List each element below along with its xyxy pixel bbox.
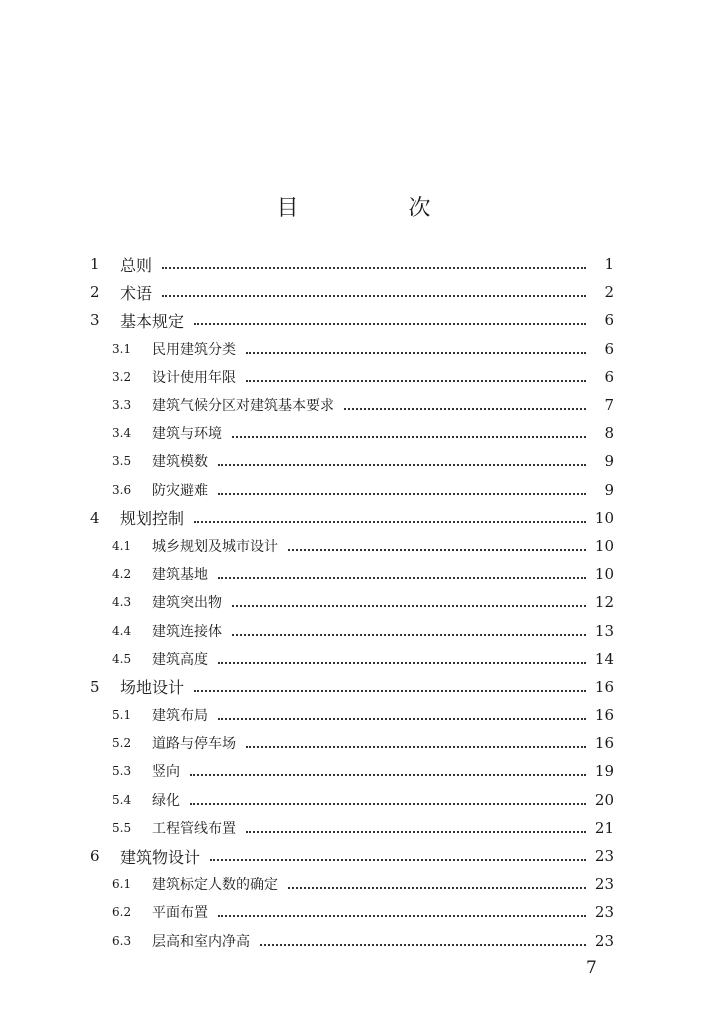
dot-leader	[232, 605, 586, 607]
toc-entry-number: 3.1	[112, 341, 132, 356]
toc-entry-label: 道路与停车场	[152, 736, 236, 753]
toc-entry-number: 2	[90, 283, 100, 302]
toc-entry-page: 16	[594, 677, 614, 696]
toc-entry-section	[90, 391, 614, 419]
toc-entry-label: 总则	[120, 255, 153, 275]
toc-entry-label: 建筑高度	[152, 651, 208, 668]
toc-entry-section	[90, 645, 614, 673]
toc-entry-label: 绿化	[152, 792, 180, 809]
dot-leader	[232, 436, 586, 438]
toc-entry-page: 1	[604, 255, 614, 274]
toc-list	[90, 250, 614, 955]
toc-entry-number: 3.3	[112, 398, 132, 413]
toc-entry-label: 场地设计	[120, 678, 185, 698]
dot-leader	[246, 380, 586, 382]
dot-leader	[210, 859, 586, 861]
toc-entry-page: 23	[594, 931, 614, 950]
toc-entry-label: 建筑突出物	[152, 595, 222, 612]
toc-entry-label: 建筑与环境	[152, 426, 222, 443]
toc-entry-section	[90, 757, 614, 785]
toc-entry-page: 10	[594, 508, 614, 527]
toc-entry-number: 5.3	[112, 764, 132, 779]
toc-entry-page: 23	[594, 847, 614, 866]
toc-entry-number: 4.3	[112, 595, 132, 610]
dot-leader	[194, 521, 586, 523]
toc-entry-number: 6.1	[112, 877, 132, 892]
toc-entry-page: 21	[594, 818, 614, 837]
dot-leader	[218, 464, 586, 466]
toc-entry-label: 建筑连接体	[152, 623, 222, 640]
toc-entry-number: 6	[90, 847, 100, 866]
toc-entry-number: 4	[90, 508, 100, 527]
toc-entry-number: 1	[90, 255, 100, 274]
toc-entry-label: 建筑基地	[152, 567, 208, 584]
toc-entry-label: 建筑气候分区对建筑基本要求	[152, 398, 334, 415]
toc-entry-section	[90, 335, 614, 363]
dot-leader	[194, 323, 586, 325]
dot-leader	[218, 915, 586, 917]
toc-entry-page: 7	[604, 396, 614, 415]
toc-entry-page: 6	[604, 339, 614, 358]
toc-entry-section	[90, 786, 614, 814]
toc-entry-label: 城乡规划及城市设计	[152, 538, 278, 555]
toc-entry-section	[90, 532, 614, 560]
dot-leader	[218, 662, 586, 664]
toc-entry-label: 设计使用年限	[152, 369, 236, 386]
dot-leader	[162, 295, 586, 297]
toc-entry-number: 4.5	[112, 651, 132, 666]
toc-entry-number: 6.3	[112, 933, 132, 948]
toc-entry-chapter	[90, 278, 614, 306]
toc-entry-page: 13	[594, 621, 614, 640]
dot-leader	[218, 718, 586, 720]
dot-leader	[246, 831, 586, 833]
dot-leader	[246, 746, 586, 748]
toc-entry-label: 防灾避难	[152, 482, 208, 499]
toc-entry-label: 工程管线布置	[152, 820, 236, 837]
dot-leader	[246, 352, 586, 354]
toc-entry-section	[90, 616, 614, 644]
toc-entry-section	[90, 814, 614, 842]
toc-entry-section	[90, 927, 614, 955]
dot-leader	[288, 887, 586, 889]
toc-entry-section	[90, 898, 614, 926]
dot-leader	[162, 267, 586, 269]
dot-leader	[218, 493, 586, 495]
dot-leader	[288, 549, 586, 551]
toc-entry-page: 23	[594, 903, 614, 922]
toc-entry-page: 9	[604, 452, 614, 471]
toc-entry-number: 5	[90, 677, 100, 696]
toc-entry-number: 3.6	[112, 482, 132, 497]
toc-entry-chapter	[90, 842, 614, 870]
toc-entry-page: 2	[604, 283, 614, 302]
toc-entry-page: 20	[594, 790, 614, 809]
toc-entry-page: 23	[594, 875, 614, 894]
toc-entry-number: 3.2	[112, 369, 132, 384]
toc-entry-section	[90, 476, 614, 504]
dot-leader	[260, 944, 586, 946]
toc-entry-section	[90, 419, 614, 447]
toc-entry-label: 术语	[120, 283, 153, 303]
toc-entry-section	[90, 447, 614, 475]
toc-entry-label: 基本规定	[120, 311, 185, 331]
toc-entry-number: 4.2	[112, 567, 132, 582]
toc-entry-chapter	[90, 673, 614, 701]
page-number: 7	[586, 958, 597, 978]
toc-entry-page: 10	[594, 536, 614, 555]
toc-entry-chapter	[90, 504, 614, 532]
toc-entry-number: 5.5	[112, 820, 132, 835]
toc-entry-section	[90, 870, 614, 898]
toc-entry-number: 4.1	[112, 538, 132, 553]
toc-entry-page: 14	[594, 649, 614, 668]
toc-entry-page: 16	[594, 706, 614, 725]
toc-title: 目 次	[276, 195, 475, 221]
toc-entry-number: 6.2	[112, 905, 132, 920]
dot-leader	[232, 634, 586, 636]
toc-entry-page: 12	[594, 593, 614, 612]
toc-entry-section	[90, 729, 614, 757]
toc-entry-section	[90, 560, 614, 588]
toc-entry-number: 3.4	[112, 426, 132, 441]
toc-entry-label: 层高和室内净高	[152, 933, 250, 950]
toc-entry-number: 5.2	[112, 736, 132, 751]
toc-entry-label: 平面布置	[152, 905, 208, 922]
toc-entry-number: 5.1	[112, 708, 132, 723]
toc-entry-page: 6	[604, 367, 614, 386]
dot-leader	[344, 408, 586, 410]
dot-leader	[194, 690, 586, 692]
toc-entry-section	[90, 363, 614, 391]
toc-entry-label: 民用建筑分类	[152, 341, 236, 358]
dot-leader	[190, 803, 586, 805]
toc-entry-page: 6	[604, 311, 614, 330]
toc-entry-chapter	[90, 250, 614, 278]
toc-entry-label: 竖向	[152, 764, 180, 781]
toc-entry-page: 10	[594, 565, 614, 584]
dot-leader	[218, 577, 586, 579]
toc-entry-number: 3.5	[112, 454, 132, 469]
toc-entry-label: 建筑布局	[152, 708, 208, 725]
toc-entry-label: 规划控制	[120, 509, 185, 529]
toc-entry-label: 建筑物设计	[120, 847, 201, 867]
toc-entry-number: 5.4	[112, 792, 132, 807]
toc-entry-page: 9	[604, 480, 614, 499]
toc-entry-section	[90, 701, 614, 729]
dot-leader	[190, 774, 586, 776]
toc-entry-number: 3	[90, 311, 100, 330]
toc-entry-label: 建筑模数	[152, 454, 208, 471]
toc-entry-label: 建筑标定人数的确定	[152, 877, 278, 894]
toc-entry-section	[90, 588, 614, 616]
toc-entry-chapter	[90, 306, 614, 334]
toc-entry-page: 8	[604, 424, 614, 443]
toc-entry-page: 16	[594, 734, 614, 753]
toc-entry-number: 4.4	[112, 623, 132, 638]
toc-entry-page: 19	[594, 762, 614, 781]
